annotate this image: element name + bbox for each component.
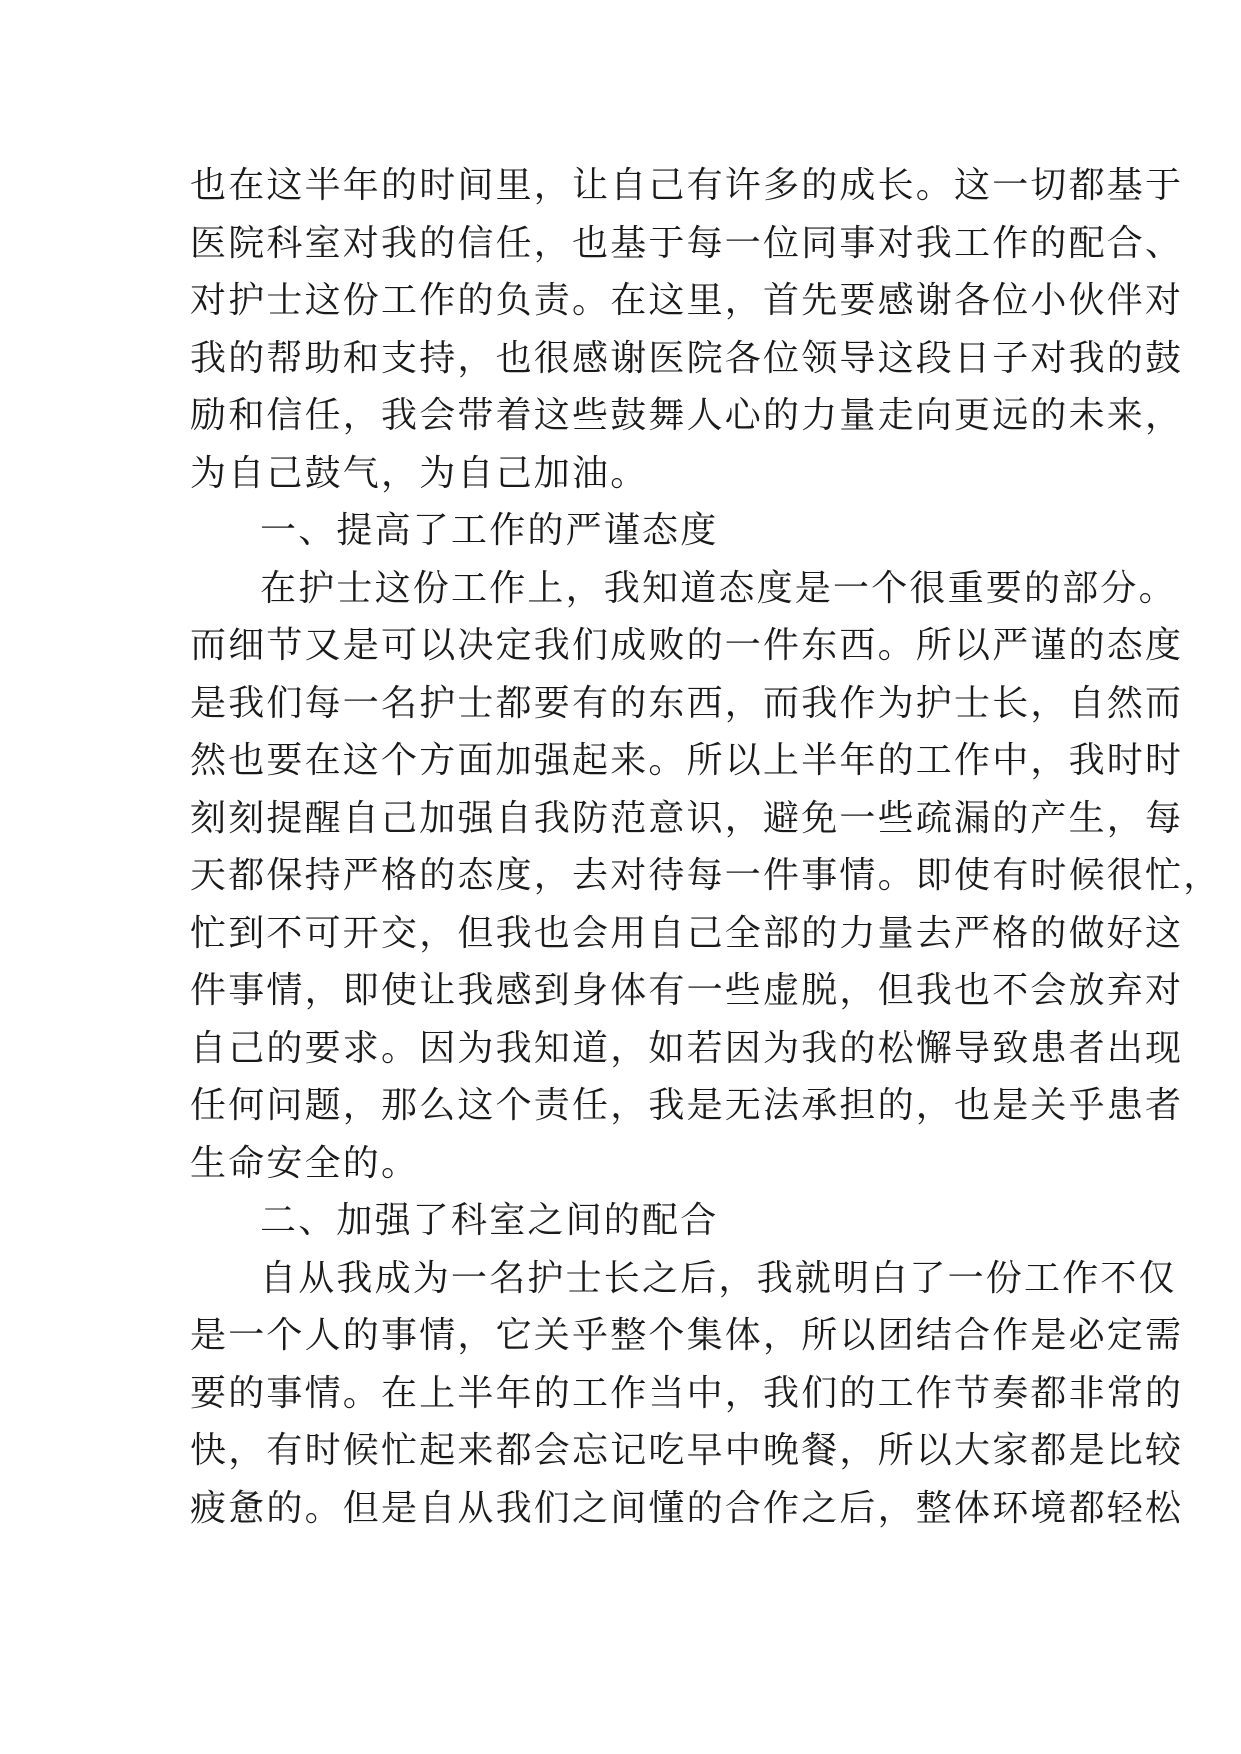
text-line: 医院科室对我的信任，也基于每一位同事对我工作的配合、: [190, 222, 1184, 264]
text-line: 是一个人的事情，它关乎整个集体，所以团结合作是必定需: [190, 1315, 1184, 1356]
text-line: 要的事情。在上半年的工作当中，我们的工作节奏都非常的: [190, 1372, 1184, 1414]
text-line: 刻刻提醒自己加强自我防范意识，避免一些疏漏的产生，每: [190, 797, 1184, 839]
text-line: 忙到不可开交，但我也会用自己全部的力量去严格的做好这: [190, 912, 1184, 954]
paragraph-start-line: 一、提高了工作的严谨态度: [260, 510, 719, 551]
text-line: 任何问题，那么这个责任，我是无法承担的，也是关乎患者: [190, 1085, 1184, 1126]
text-line: 也在这半年的时间里，让自己有许多的成长。这一切都基于: [190, 165, 1184, 206]
text-line: 而细节又是可以决定我们成败的一件东西。所以严谨的态度: [190, 625, 1184, 666]
text-line: 为自己鼓气，为自己加油。: [190, 452, 649, 494]
text-line: 是我们每一名护士都要有的东西，而我作为护士长，自然而: [190, 682, 1184, 724]
text-line: 然也要在这个方面加强起来。所以上半年的工作中，我时时: [190, 740, 1184, 781]
text-line: 我的帮助和支持，也很感谢医院各位领导这段日子对我的鼓: [190, 337, 1184, 379]
text-line: 对护士这份工作的负责。在这里，首先要感谢各位小伙伴对: [190, 280, 1184, 321]
document-body: [190, 157, 1222, 1537]
text-line: 件事情，即使让我感到身体有一些虚脱，但我也不会放弃对: [190, 970, 1184, 1011]
paragraph-start-line: 自从我成为一名护士长之后，我就明白了一份工作不仅: [260, 1257, 1177, 1299]
text-line: 快，有时候忙起来都会忘记吃早中晚餐，所以大家都是比较: [190, 1430, 1184, 1471]
paragraph-start-line: 二、加强了科室之间的配合: [260, 1200, 719, 1241]
paragraph-start-line: 在护士这份工作上，我知道态度是一个很重要的部分。: [260, 567, 1177, 609]
text-line: 生命安全的。: [190, 1142, 420, 1184]
text-line: 自己的要求。因为我知道，如若因为我的松懈导致患者出现: [190, 1027, 1184, 1069]
text-line: 疲惫的。但是自从我们之间懂的合作之后，整体环境都轻松: [190, 1487, 1184, 1529]
text-line: 天都保持严格的态度，去对待每一件事情。即使有时候很忙，: [190, 855, 1222, 896]
text-line: 励和信任，我会带着这些鼓舞人心的力量走向更远的未来，: [190, 395, 1184, 436]
